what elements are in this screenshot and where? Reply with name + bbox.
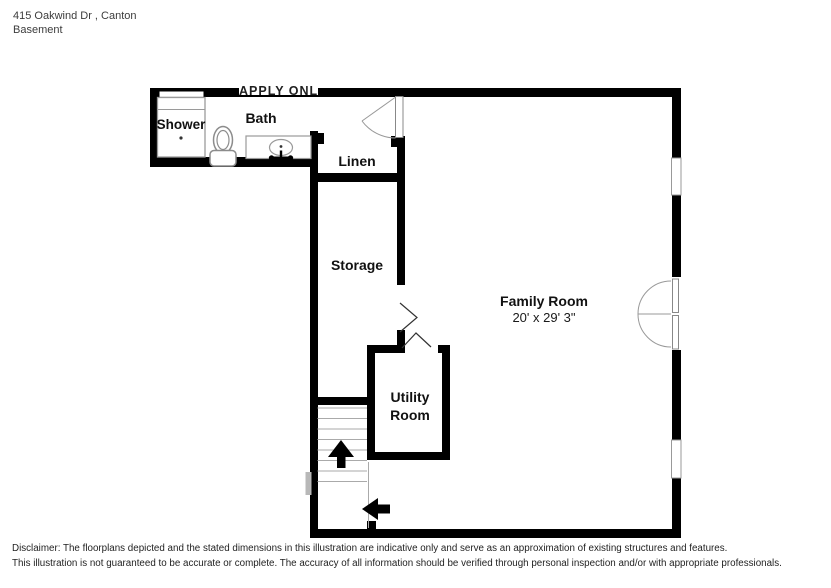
- top-wall: [150, 88, 681, 97]
- utility-bottom-wall: [367, 452, 450, 460]
- shower-window: [160, 92, 204, 98]
- wall-end-nub: [317, 133, 324, 144]
- storage-label: Storage: [330, 257, 384, 273]
- disclaimer-line1: Disclaimer: The floorplans depicted and the stated dimensions in this illustration are indicative only and serve as an approximation of existing structures and features.: [12, 543, 728, 554]
- window-lower: [672, 440, 682, 478]
- utility-room-label: Utility Room: [390, 389, 430, 423]
- family-room-name: Family Room: [500, 293, 588, 309]
- utility-door-icon: [402, 333, 431, 348]
- family-room-dimensions: 20' x 29' 3": [512, 310, 576, 325]
- interior-walls: [313, 136, 450, 529]
- disclaimer-line2: This illustration is not guaranteed to be accurate or complete. The accuracy of all information should be verified through personal inspection and/or with appropriate professionals.: [12, 558, 782, 569]
- entry-arrow-icon: [362, 498, 390, 520]
- linen-bottom-wall: [313, 173, 405, 182]
- address-text: 415 Oakwind Dr , Canton: [13, 10, 137, 22]
- storage-right-wall: [397, 136, 405, 285]
- bath-label: Bath: [245, 110, 277, 126]
- watermark: APPLY ONL: [239, 84, 318, 95]
- family-room-label: [474, 293, 614, 326]
- wall-hinge-mark: [306, 472, 312, 495]
- bottom-wall: [310, 529, 681, 538]
- window-upper: [672, 158, 682, 195]
- storage-door-icon: [400, 303, 417, 332]
- sink-vanity-icon: [246, 136, 311, 161]
- french-doors-icon: [638, 277, 682, 350]
- shower-label: Shower: [156, 117, 206, 132]
- up-arrow-icon: [328, 440, 354, 468]
- linen-label: Linen: [338, 153, 376, 169]
- floor-name-text: Basement: [13, 24, 63, 36]
- linen-door-icon: [362, 97, 403, 139]
- stairs-top-wall: [313, 397, 370, 405]
